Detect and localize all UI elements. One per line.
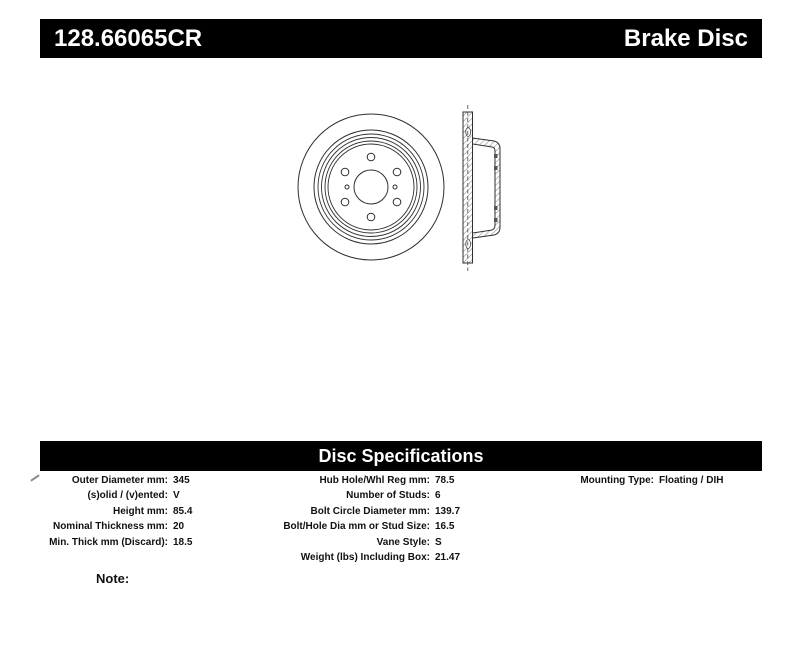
spec-value: S — [435, 536, 442, 548]
spec-row-mounting-type — [550, 473, 762, 488]
spec-label: (s)olid / (v)ented: — [87, 490, 168, 502]
outer-edge-circle — [298, 114, 444, 260]
spec-label: Height mm: — [113, 505, 168, 517]
spec-column-3 — [550, 473, 762, 488]
spec-value: 85.4 — [173, 505, 193, 517]
product-name: Brake Disc — [623, 25, 748, 52]
header-bar — [40, 19, 762, 58]
part-number: 128.66065CR — [54, 25, 203, 52]
note-label: Note: — [96, 571, 130, 586]
spec-label: Mounting Type: — [580, 475, 654, 486]
spec-row-vane-style — [280, 535, 550, 550]
spec-value: 20 — [173, 521, 185, 533]
spec-label: Weight (lbs) Including Box: — [300, 551, 430, 563]
spec-row-hub-hole — [280, 473, 550, 488]
spec-label: Hub Hole/Whl Reg mm: — [319, 475, 430, 486]
front-view — [298, 114, 444, 260]
hat-ring-circle-4 — [328, 144, 414, 230]
spec-value: Floating / DIH — [659, 475, 724, 486]
center-hub-hole — [354, 170, 388, 204]
spec-label: Bolt Circle Diameter mm: — [310, 505, 430, 517]
band-void-top — [466, 128, 471, 137]
stray-mark — [30, 474, 39, 481]
spec-section-title: Disc Specifications — [318, 446, 484, 466]
locating-holes — [345, 185, 397, 189]
spec-row-weight — [280, 550, 550, 565]
braking-surface-inner-circle — [314, 130, 428, 244]
spec-row-solid-vented — [40, 488, 280, 503]
spec-label: Vane Style: — [376, 536, 430, 548]
brake-disc-technical-drawing — [280, 95, 540, 285]
spec-value: 16.5 — [435, 521, 455, 533]
spec-label: Nominal Thickness mm: — [52, 521, 168, 533]
spec-row-nominal-thickness — [40, 519, 280, 534]
spec-value: 21.47 — [435, 551, 461, 563]
spec-row-min-thickness — [40, 535, 280, 550]
spec-row-height — [40, 504, 280, 519]
spec-section-bar — [40, 441, 762, 471]
spec-row-bolt-circle-diameter — [280, 504, 550, 519]
stud-holes — [341, 153, 401, 221]
hat-profile-section — [473, 138, 501, 238]
band-void-bottom — [466, 240, 471, 249]
side-section-view — [463, 105, 500, 271]
spec-label: Number of Studs: — [346, 490, 430, 502]
spec-column-1 — [40, 473, 280, 550]
spec-value: 139.7 — [435, 505, 461, 517]
hat-ring-circle-3 — [325, 141, 417, 233]
spec-row-bolt-hole-dia — [280, 519, 550, 534]
spec-column-2 — [280, 473, 550, 565]
spec-value: 345 — [173, 475, 190, 486]
hat-ring-circle-2 — [322, 138, 421, 237]
spec-label: Outer Diameter mm: — [71, 475, 168, 486]
spec-value: 6 — [435, 490, 441, 502]
hat-ring-circle-1 — [318, 134, 424, 240]
spec-value: V — [173, 490, 180, 502]
spec-row-number-of-studs — [280, 488, 550, 503]
spec-label: Min. Thick mm (Discard): — [49, 536, 168, 548]
spec-row-outer-diameter — [40, 473, 280, 488]
spec-value: 78.5 — [435, 475, 455, 486]
spec-label: Bolt/Hole Dia mm or Stud Size: — [283, 521, 430, 533]
spec-value: 18.5 — [173, 536, 193, 548]
